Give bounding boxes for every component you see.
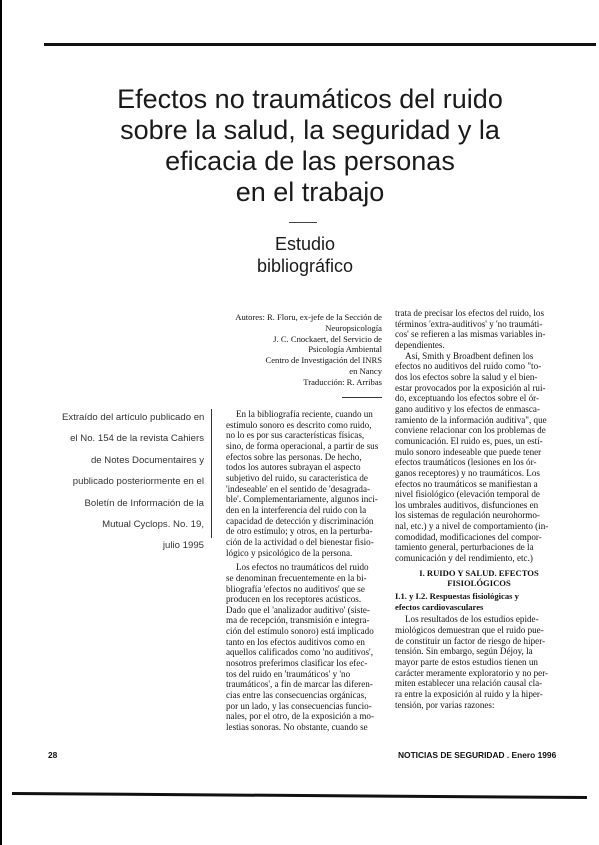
source-note-line: Extraído del artículo publicado en xyxy=(62,412,205,423)
text-line: tamiento general, perturbaciones de la xyxy=(395,542,534,553)
source-note-line: julio 1995 xyxy=(162,540,204,552)
paragraph xyxy=(226,562,388,733)
text-line: comunicación. El ruido es, pues, un estí- xyxy=(395,435,543,446)
text-line: Los efectos no traumáticos del ruido xyxy=(236,562,369,573)
text-line: producen en los receptores acústicos. xyxy=(226,594,362,605)
text-line: dos los efectos sobre la salud y el bien- xyxy=(395,371,538,382)
text-line: términos 'extra-auditivos' y 'no traumáti- xyxy=(395,318,543,329)
text-line: tanto en los efectos auditivos como en xyxy=(226,636,365,647)
author-credits xyxy=(205,312,382,388)
text-line: comodidad, modificaciones del compor- xyxy=(395,531,542,542)
title-divider xyxy=(289,222,317,223)
text-line: ganos receptores) y no traumáticos. Los xyxy=(395,467,540,478)
text-line: de otro estímulo; y otros, en la perturba- xyxy=(226,526,373,537)
bottom-rule xyxy=(12,792,587,799)
subsection-heading xyxy=(395,591,563,612)
text-line: ción del estímulo sonoro) está implicado xyxy=(226,626,374,637)
text-line: conviene relacionar con los problemas de xyxy=(395,425,546,436)
title-line: en el trabajo xyxy=(235,177,385,207)
text-line: bliografía 'efectos no auditivos' que se xyxy=(226,583,365,594)
body-column-middle xyxy=(226,409,388,733)
credit-line: Centro de Investigación del INRS xyxy=(265,355,382,366)
source-note-line: el No. 154 de la revista Cahiers xyxy=(70,433,204,445)
text-line: trata de precisar los efectos del ruido, los xyxy=(395,308,544,318)
source-note-divider xyxy=(211,409,212,538)
subtitle-line: bibliográfico xyxy=(256,256,354,276)
source-note-line: publicado posteriormente en el xyxy=(72,476,204,488)
credit-line: Psicología Ambiental xyxy=(308,344,382,355)
publication-footer: NOTICIAS DE SEGURIDAD . Enero 1996 xyxy=(398,750,557,760)
text-line: ra entre la exposición al ruido y la hiper- xyxy=(395,688,543,699)
text-line: se denominan frecuentemente en la bi- xyxy=(226,572,367,583)
text-line: carácter meramente exploratorio y no per- xyxy=(395,667,549,678)
text-line: lestias sonoras. No obstante, cuando se xyxy=(226,722,368,733)
text-line: tensión, por varias razones: xyxy=(395,699,495,710)
paragraph xyxy=(395,614,563,710)
text-line: por un lado, y las consecuencias funcio- xyxy=(226,700,372,711)
heading-line: FISIOLÓGICOS xyxy=(447,578,511,589)
text-line: de constituir un factor de riesgo de hiper- xyxy=(395,635,546,646)
text-line: efectos no auditivos del ruido como "to- xyxy=(395,361,542,372)
text-line: ramiento de la información auditiva", que xyxy=(395,414,547,425)
text-line: mulo sonoro indeseable que puede tener xyxy=(395,446,542,457)
text-line: capacidad de detección y discriminación xyxy=(226,515,374,526)
text-line: subjetivo del ruido, su característica de xyxy=(226,472,368,483)
text-line: efectos no traumáticos se manifiestan a xyxy=(395,478,538,489)
credit-line: J. C. Cnockaert, del Servicio de xyxy=(273,333,382,344)
source-note-line: de Notes Documentaires y xyxy=(90,454,204,466)
section-heading xyxy=(395,568,563,589)
article-subtitle xyxy=(200,233,410,277)
text-line: miológicos demuestran que el ruido pue- xyxy=(395,625,544,636)
text-line: los umbrales auditivos, disfunciones en xyxy=(395,499,539,510)
subheading-line: efectos cardiovasculares xyxy=(395,601,484,612)
credit-line: Traducción: R. Arribas xyxy=(303,376,382,387)
text-line: nivel fisiológico (elevación temporal de xyxy=(395,489,540,500)
title-line: eficacia de las personas xyxy=(165,146,455,176)
text-line: gano auditivo y los efectos de enmasca- xyxy=(395,403,540,414)
text-line: cias entre las consecuencias orgánicas, xyxy=(226,690,367,701)
heading-line: I. RUIDO Y SALUD. EFECTOS xyxy=(419,567,539,578)
paragraph xyxy=(395,351,563,564)
article-title xyxy=(40,84,580,208)
credit-line: Neuropsicología xyxy=(325,322,382,333)
text-line: estar provocados por la exposición al rui- xyxy=(395,382,546,393)
title-line: Efectos no traumáticos del ruido xyxy=(117,84,503,114)
text-line: efectos sobre las personas. De hecho, xyxy=(226,451,362,462)
text-line: estímulo sonoro es descrito como ruido, xyxy=(226,419,372,430)
text-line: tensión. Sin embargo, según Déjoy, la xyxy=(395,646,533,657)
text-line: mayor parte de estos estudios tienen un xyxy=(395,657,538,667)
source-note-line: Mutual Cyclops. No. 19, xyxy=(102,519,204,531)
text-line: Así, Smith y Broadbent definen los xyxy=(405,350,534,361)
text-line: todos los autores subrayan el aspecto xyxy=(226,462,361,473)
text-line: cos' se refieren a las mismas variables in- xyxy=(395,329,546,340)
text-line: efectos traumáticos (lesiones en los ór- xyxy=(395,457,537,468)
credit-line: Autores: R. Floru, ex-jefe de la Sección de xyxy=(235,312,382,322)
subheading-line: I.1. y I.2. Respuestas fisiológicas y xyxy=(395,591,519,602)
text-line: den en la interferencia del ruido con la xyxy=(226,504,367,515)
text-line: nales, por el otro, de la exposición a mo- xyxy=(226,711,374,722)
text-line: nal, etc.) y a nivel de comportamiento (in- xyxy=(395,521,549,532)
text-line: 'indeseable' en el sentido de 'desagrada- xyxy=(226,483,371,494)
title-line: sobre la salud, la seguridad y la xyxy=(120,115,500,145)
text-line: tos del ruido en 'traumáticos' y 'no xyxy=(226,668,351,679)
page-number: 28 xyxy=(48,750,58,760)
text-line: Dado que el 'analizador auditivo' (siste- xyxy=(226,604,370,615)
source-note xyxy=(62,407,204,557)
text-line: do, exceptuando los efectos sobre el ór- xyxy=(395,393,540,404)
text-line: aquellos calificados como 'no auditivos', xyxy=(226,647,373,658)
credit-line: en Nancy xyxy=(349,365,382,376)
text-line: En la bibliografía reciente, cuando un xyxy=(236,409,373,419)
text-line: dependientes. xyxy=(395,339,445,350)
text-line: lógico y psicológico de la persona. xyxy=(226,547,353,558)
text-line: ción de la actividad o del bienestar fisio- xyxy=(226,536,374,547)
text-line: sino, de forma operacional, a partir de sus xyxy=(226,440,379,451)
text-line: comunicación y del rendimiento, etc.) xyxy=(395,553,533,564)
text-line: ble'. Complementariamente, algunos inci- xyxy=(226,494,378,505)
source-note-line: Boletín de Información de la xyxy=(84,497,204,509)
text-line: Los resultados de los estudios epide- xyxy=(405,614,539,625)
text-line: no lo es por sus características físicas, xyxy=(226,430,365,441)
paragraph xyxy=(395,308,563,351)
text-line: nosotros preferimos clasificar los efec- xyxy=(226,658,368,669)
subtitle-line: Estudio xyxy=(274,234,336,254)
text-line: traumáticos', a fin de marcar las diferen- xyxy=(226,679,373,690)
scan-edge xyxy=(0,0,2,845)
top-rule xyxy=(44,43,596,46)
paragraph xyxy=(226,409,388,558)
body-column-right xyxy=(395,308,563,710)
text-line: ma de recepción, transmisión e integra- xyxy=(226,615,370,626)
credits-divider xyxy=(342,397,382,398)
text-line: los sistemas de regulación neurohormo- xyxy=(395,510,540,521)
text-line: miten establecer una relación causal cla- xyxy=(395,678,543,689)
